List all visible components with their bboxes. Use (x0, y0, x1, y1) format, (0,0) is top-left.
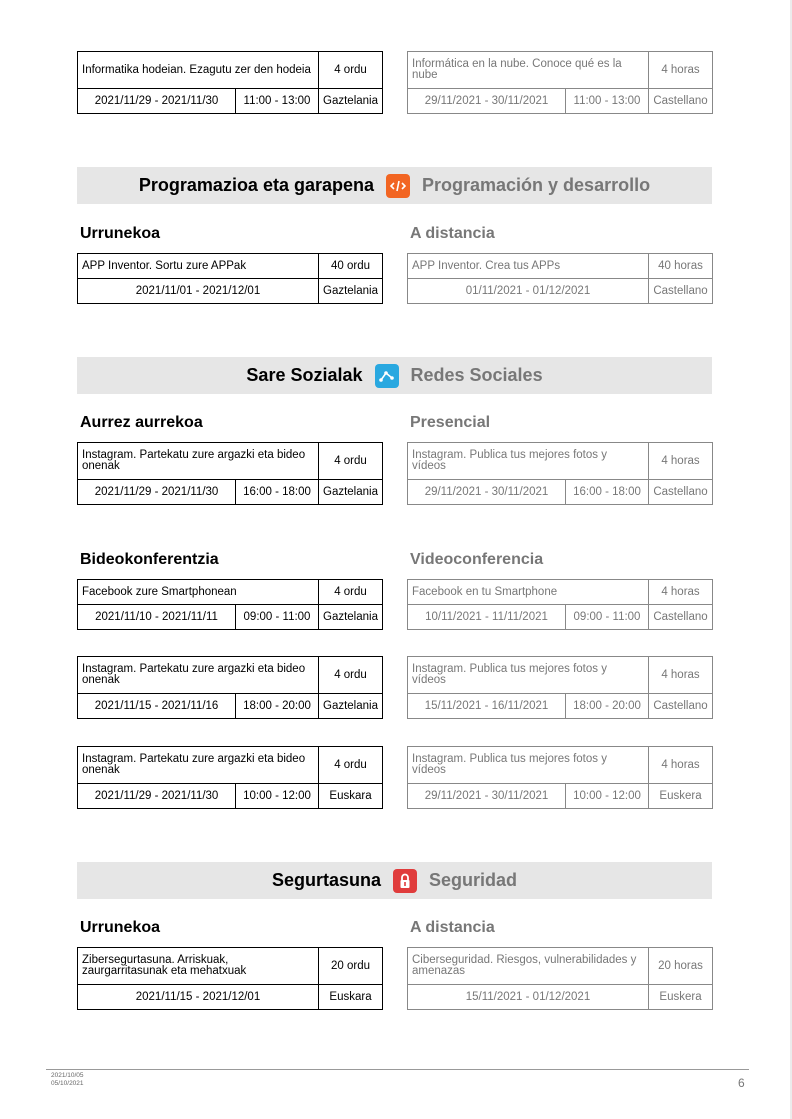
course-hours: 20 horas (649, 948, 713, 985)
course-dates: 2021/11/01 - 2021/12/01 (78, 279, 319, 304)
course-title: Instagram. Publica tus mejores fotos y vídeos (408, 657, 649, 694)
section-banner-programming (77, 167, 712, 204)
course-time: 18:00 - 20:00 (566, 694, 649, 719)
course-hours: 4 horas (649, 580, 713, 605)
section-title-eu: Segurtasuna (271, 870, 381, 890)
course-title: APP Inventor. Sortu zure APPak (78, 254, 319, 279)
course-hours: 40 horas (649, 254, 713, 279)
page-number: 6 (738, 1076, 745, 1090)
course-time: 09:00 - 11:00 (566, 605, 649, 630)
course-title: Informatika hodeian. Ezagutu zer den hodeia (78, 52, 319, 89)
course-language: Gaztelania (319, 694, 383, 719)
course-hours: 4 horas (649, 747, 713, 784)
course-table-es (407, 442, 713, 505)
course-language: Castellano (649, 279, 713, 304)
course-title: Instagram. Partekatu zure argazki eta bideo onenak (78, 443, 319, 480)
course-title: Instagram. Partekatu zure argazki eta bideo onenak (78, 747, 319, 784)
course-table-eu (77, 51, 383, 114)
course-dates: 01/11/2021 - 01/12/2021 (408, 279, 649, 304)
course-dates: 2021/11/10 - 2021/11/11 (78, 605, 236, 630)
course-language: Euskara (319, 985, 383, 1010)
code-icon (386, 174, 410, 198)
course-language: Gaztelania (319, 605, 383, 630)
group-label-eu: Aurrez aurrekoa (80, 414, 203, 431)
course-hours: 4 ordu (319, 52, 383, 89)
course-dates: 2021/11/29 - 2021/11/30 (78, 784, 236, 809)
course-table-es (407, 656, 713, 719)
group-label-eu: Urrunekoa (80, 919, 161, 936)
course-language: Gaztelania (319, 89, 383, 114)
course-dates: 2021/11/29 - 2021/11/30 (78, 480, 236, 505)
course-title: APP Inventor. Crea tus APPs (408, 254, 649, 279)
course-time: 11:00 - 13:00 (566, 89, 649, 114)
course-hours: 4 horas (649, 657, 713, 694)
course-table-eu (77, 746, 383, 809)
section-title-eu: Sare Sozialak (246, 365, 363, 385)
course-time: 16:00 - 18:00 (566, 480, 649, 505)
course-time: 09:00 - 11:00 (236, 605, 319, 630)
course-title: Facebook zure Smartphonean (78, 580, 319, 605)
course-hours: 4 ordu (319, 580, 383, 605)
course-dates: 2021/11/15 - 2021/12/01 (78, 985, 319, 1010)
course-table-es (407, 746, 713, 809)
group-label-es: A distancia (410, 225, 495, 242)
course-title: Ciberseguridad. Riesgos, vulnerabilidades y amenazas (408, 948, 649, 985)
course-table-es (407, 253, 713, 304)
course-title: Instagram. Partekatu zure argazki eta bideo onenak (78, 657, 319, 694)
group-label-es: Videoconferencia (410, 551, 544, 568)
course-language: Euskara (319, 784, 383, 809)
section-title-es: Seguridad (429, 870, 518, 890)
section-title-es: Programación y desarrollo (422, 175, 651, 195)
course-title: Facebook en tu Smartphone (408, 580, 649, 605)
course-language: Castellano (649, 480, 713, 505)
course-dates: 29/11/2021 - 30/11/2021 (408, 89, 566, 114)
course-table-es (407, 579, 713, 630)
group-label-es: A distancia (410, 919, 495, 936)
course-table-eu (77, 579, 383, 630)
course-time: 16:00 - 18:00 (236, 480, 319, 505)
course-table-eu (77, 442, 383, 505)
group-label-es: Presencial (410, 414, 491, 431)
course-table-eu (77, 253, 383, 304)
course-dates: 10/11/2021 - 11/11/2021 (408, 605, 566, 630)
course-language: Castellano (649, 605, 713, 630)
group-label-eu: Urrunekoa (80, 225, 161, 242)
lock-icon (393, 869, 417, 893)
course-dates: 2021/11/29 - 2021/11/30 (78, 89, 236, 114)
course-time: 11:00 - 13:00 (236, 89, 319, 114)
footer-date-eu: 2021/10/05 (51, 1072, 84, 1079)
course-hours: 4 horas (649, 52, 713, 89)
course-language: Gaztelania (319, 480, 383, 505)
course-title: Instagram. Publica tus mejores fotos y vídeos (408, 747, 649, 784)
group-label-eu: Bideokonferentzia (80, 551, 219, 568)
course-time: 10:00 - 12:00 (236, 784, 319, 809)
course-dates: 2021/11/15 - 2021/11/16 (78, 694, 236, 719)
course-dates: 15/11/2021 - 16/11/2021 (408, 694, 566, 719)
share-network-icon (375, 364, 399, 388)
course-table-eu (77, 947, 383, 1010)
course-language: Gaztelania (319, 279, 383, 304)
course-hours: 4 ordu (319, 657, 383, 694)
course-language: Euskera (649, 985, 713, 1010)
course-table-eu (77, 656, 383, 719)
course-dates: 29/11/2021 - 30/11/2021 (408, 784, 566, 809)
section-banner-social (77, 357, 712, 394)
footer-date-es: 05/10/2021 (51, 1080, 84, 1087)
section-title-es: Redes Sociales (410, 365, 543, 385)
footer-divider (46, 1069, 749, 1070)
course-table-es (407, 51, 713, 114)
course-language: Euskera (649, 784, 713, 809)
course-hours: 4 ordu (319, 747, 383, 784)
section-banner-security (77, 862, 712, 899)
course-hours: 4 ordu (319, 443, 383, 480)
course-dates: 29/11/2021 - 30/11/2021 (408, 480, 566, 505)
course-language: Castellano (649, 694, 713, 719)
course-language: Castellano (649, 89, 713, 114)
course-title: Zibersegurtasuna. Arriskuak, zaurgarritasunak eta mehatxuak (78, 948, 319, 985)
course-hours: 20 ordu (319, 948, 383, 985)
course-title: Instagram. Publica tus mejores fotos y vídeos (408, 443, 649, 480)
course-dates: 15/11/2021 - 01/12/2021 (408, 985, 649, 1010)
course-hours: 40 ordu (319, 254, 383, 279)
course-title: Informática en la nube. Conoce qué es la nube (408, 52, 649, 89)
course-time: 10:00 - 12:00 (566, 784, 649, 809)
course-time: 18:00 - 20:00 (236, 694, 319, 719)
course-table-es (407, 947, 713, 1010)
course-hours: 4 horas (649, 443, 713, 480)
section-title-eu: Programazioa eta garapena (138, 175, 374, 195)
